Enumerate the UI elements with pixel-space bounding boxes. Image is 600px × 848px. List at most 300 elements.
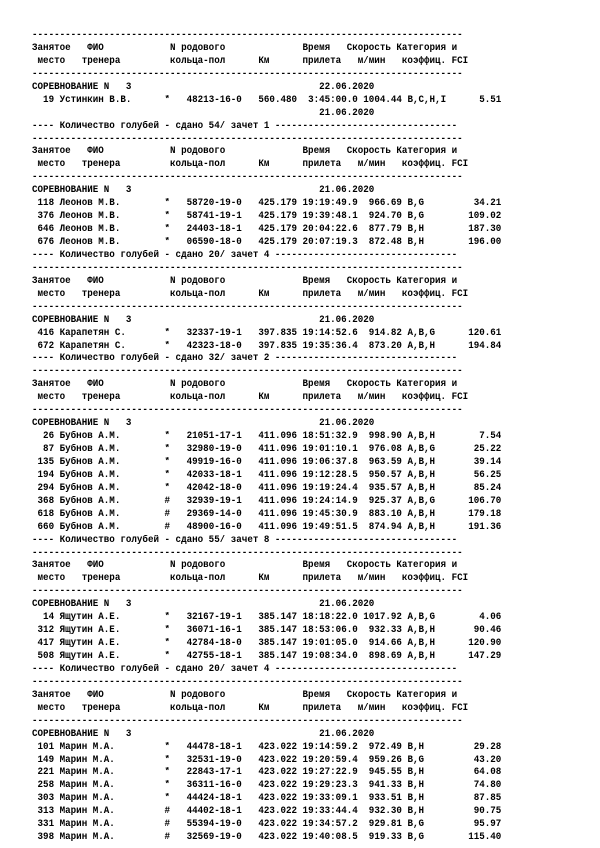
cell-speed: 998.90 (357, 431, 402, 443)
cell-km: 423.022 (241, 832, 298, 844)
cell-time: 19:19:49.9 (297, 198, 358, 210)
competition-title: СОРЕВНОВАНИЕ N 3 21.06.2020 (32, 314, 375, 326)
cell-mark: # (142, 508, 171, 520)
cell-coef: 194.84 (457, 340, 502, 352)
rule-line: ------------------------------------------------------------------------------ (32, 715, 463, 727)
cell-speed: 873.20 (357, 340, 402, 352)
cell-speed: 883.10 (357, 508, 402, 520)
cell-time: 19:01:10.1 (297, 444, 358, 455)
cell-name: Бубнов А.М. (59, 431, 143, 443)
cell-mark: * (142, 612, 171, 624)
competition-title: СОРЕВНОВАНИЕ N 3 21.06.2020 (32, 599, 375, 611)
table-row (32, 483, 529, 496)
cell-ring: 36311-16-0 (170, 780, 242, 792)
cell-coef: 90.75 (457, 806, 502, 818)
cell-place: 417 (32, 638, 60, 650)
cell-mark: * (142, 94, 171, 106)
cell-category: B,H (401, 767, 458, 779)
cell-mark: * (142, 482, 171, 494)
column-header: место тренера кольца-пол Км прилета м/мин коэффиц. FCI (32, 288, 469, 300)
cell-time: 19:40:08.5 (297, 832, 358, 844)
cell-ring: 29369-14-0 (170, 508, 242, 520)
cell-name: Ящутин А.Е. (59, 612, 143, 624)
results-document (32, 30, 529, 845)
competition-title: СОРЕВНОВАНИЕ N 3 21.06.2020 (32, 185, 375, 197)
cell-km: 423.022 (241, 754, 298, 766)
cell-speed: 932.33 (357, 625, 402, 637)
cell-place: 676 (32, 237, 60, 248)
cell-ring: 32980-19-0 (170, 444, 242, 455)
cell-mark: * (142, 198, 171, 210)
cell-speed: 933.51 (357, 793, 402, 805)
rule-line: ------------------------------------------------------------------------------ (32, 405, 463, 417)
table-row (32, 237, 529, 250)
cell-place: 135 (32, 456, 60, 468)
cell-speed: 1017.92 (357, 612, 402, 624)
cell-speed: 925.37 (357, 495, 402, 507)
cell-speed: 898.69 (357, 651, 402, 662)
summary-line: ---- Количество голубей - сдано 20/ зачет 4 --------------------------------- (32, 249, 458, 261)
table-row (32, 198, 529, 211)
cell-ring: 32167-19-1 (170, 612, 242, 624)
rule-line: ------------------------------------------------------------------------------ (32, 172, 463, 184)
cell-time: 19:35:36.4 (297, 340, 358, 352)
table-row (32, 793, 529, 806)
cell-coef: 56.25 (457, 469, 502, 481)
cell-time: 19:12:28.5 (297, 469, 358, 481)
cell-name: Марин М.А. (59, 793, 143, 805)
cell-km: 411.096 (241, 431, 298, 443)
cell-ring: 44424-18-1 (170, 793, 242, 805)
cell-coef: 64.08 (457, 767, 502, 779)
table-row (32, 431, 529, 444)
cell-mark: * (142, 638, 171, 650)
cell-speed: 919.33 (357, 832, 402, 844)
cell-km: 411.096 (241, 469, 298, 481)
cell-ring: 48213-16-0 (170, 94, 242, 106)
cell-category: B,G (401, 754, 458, 766)
column-header: место тренера кольца-пол Км прилета м/мин коэффиц. FCI (32, 159, 469, 171)
cell-place: 118 (32, 198, 60, 210)
cell-mark: * (142, 741, 171, 753)
cell-time: 3:45:00.0 (297, 94, 358, 106)
table-row (32, 638, 529, 651)
cell-category: B,H (401, 237, 458, 248)
cell-speed: 976.08 (357, 444, 402, 455)
cell-place: 149 (32, 754, 60, 766)
cell-km: 385.147 (241, 651, 298, 662)
rule-line: ------------------------------------------------------------------------------ (32, 676, 463, 688)
cell-speed: 935.57 (357, 482, 402, 494)
table-row (32, 496, 529, 509)
table-row (32, 522, 529, 535)
cell-time: 19:01:05.0 (297, 638, 358, 650)
cell-name: Бубнов А.М. (59, 521, 143, 533)
cell-category: A,B,G (401, 444, 458, 455)
cell-mark: * (142, 327, 171, 339)
table-row (32, 806, 529, 819)
rule-line: ------------------------------------------------------------------------------ (32, 366, 463, 378)
competition-title: СОРЕВНОВАНИЕ N 3 21.06.2020 (32, 418, 375, 430)
cell-place: 101 (32, 741, 60, 753)
cell-category: A,B,H (401, 651, 458, 662)
column-header: место тренера кольца-пол Км прилета м/мин коэффиц. FCI (32, 573, 469, 585)
cell-km: 425.179 (241, 211, 298, 223)
table-row (32, 651, 529, 664)
cell-km: 385.147 (241, 625, 298, 637)
cell-mark: # (142, 521, 171, 533)
cell-coef: 5.51 (457, 94, 502, 106)
cell-coef: 191.36 (457, 521, 502, 533)
cell-place: 508 (32, 651, 60, 662)
cell-ring: 32531-19-0 (170, 754, 242, 766)
cell-place: 19 (32, 94, 60, 106)
cell-coef: 25.22 (457, 444, 502, 455)
cell-coef: 95.97 (457, 819, 502, 831)
cell-category: A,B,H (401, 521, 458, 533)
cell-time: 20:04:22.6 (297, 224, 358, 236)
cell-category: A,B,H (401, 469, 458, 481)
cell-mark: * (142, 431, 171, 443)
cell-speed: 972.49 (357, 741, 402, 753)
cell-coef: 34.21 (457, 198, 502, 210)
cell-ring: 36071-16-1 (170, 625, 242, 637)
cell-speed: 929.81 (357, 819, 402, 831)
column-header: Занятое ФИО N родового Время Скорость Категория и (32, 560, 458, 572)
cell-coef: 187.30 (457, 224, 502, 236)
cell-category: A,B,G (401, 327, 458, 339)
cell-time: 19:06:37.8 (297, 456, 358, 468)
cell-coef: 90.46 (457, 625, 502, 637)
column-header: Занятое ФИО N родового Время Скорость Категория и (32, 146, 458, 158)
column-header: место тренера кольца-пол Км прилета м/мин коэффиц. FCI (32, 392, 469, 404)
cell-km: 425.179 (241, 224, 298, 236)
cell-km: 411.096 (241, 508, 298, 520)
cell-coef: 4.06 (457, 612, 502, 624)
cell-km: 560.480 (241, 94, 298, 106)
cell-coef: 7.54 (457, 431, 502, 443)
cell-place: 416 (32, 327, 60, 339)
cell-name: Бубнов А.М. (59, 444, 143, 455)
cell-speed: 877.79 (357, 224, 402, 236)
table-row (32, 612, 529, 625)
cell-ring: 21051-17-1 (170, 431, 242, 443)
cell-coef: 74.80 (457, 780, 502, 792)
cell-name: Марин М.А. (59, 832, 143, 844)
cell-coef: 29.28 (457, 741, 502, 753)
table-row (32, 832, 529, 845)
cell-category: B,C,H,I (401, 94, 458, 106)
cell-ring: 48900-16-0 (170, 521, 242, 533)
cell-time: 19:45:30.9 (297, 508, 358, 520)
summary-line: ---- Количество голубей - сдано 32/ зачет 2 --------------------------------- (32, 353, 458, 365)
cell-time: 18:51:32.9 (297, 431, 358, 443)
cell-km: 411.096 (241, 456, 298, 468)
cell-time: 19:29:23.3 (297, 780, 358, 792)
cell-name: Бубнов А.М. (59, 482, 143, 494)
cell-category: A,B,H (401, 638, 458, 650)
cell-place: 26 (32, 431, 60, 443)
cell-coef: 120.90 (457, 638, 502, 650)
cell-place: 672 (32, 340, 60, 352)
cell-mark: * (142, 754, 171, 766)
cell-coef: 85.24 (457, 482, 502, 494)
rule-line: ------------------------------------------------------------------------------ (32, 547, 463, 559)
cell-km: 397.835 (241, 327, 298, 339)
column-header: Занятое ФИО N родового Время Скорость Категория и (32, 689, 458, 701)
cell-name: Ящутин А.Е. (59, 651, 143, 662)
cell-ring: 58741-19-1 (170, 211, 242, 223)
cell-time: 19:33:09.1 (297, 793, 358, 805)
cell-name: Ящутин А.Е. (59, 638, 143, 650)
cell-speed: 950.57 (357, 469, 402, 481)
cell-time: 19:33:44.4 (297, 806, 358, 818)
cell-mark: * (142, 793, 171, 805)
cell-time: 19:20:59.4 (297, 754, 358, 766)
rule-line: ------------------------------------------------------------------------------ (32, 262, 463, 274)
table-row (32, 224, 529, 237)
cell-place: 618 (32, 508, 60, 520)
cell-time: 19:14:52.6 (297, 327, 358, 339)
cell-speed: 874.94 (357, 521, 402, 533)
column-header: Занятое ФИО N родового Время Скорость Категория и (32, 275, 458, 287)
cell-category: A,B,H (401, 431, 458, 443)
cell-speed: 1004.44 (357, 94, 402, 106)
table-row (32, 767, 529, 780)
cell-name: Карапетян С. (59, 327, 143, 339)
cell-km: 397.835 (241, 340, 298, 352)
cell-mark: * (142, 340, 171, 352)
table-row (32, 211, 529, 224)
table-row (32, 509, 529, 522)
table-row (32, 819, 529, 832)
cell-mark: * (142, 224, 171, 236)
cell-category: A,B,G (401, 612, 458, 624)
cell-speed: 914.82 (357, 327, 402, 339)
cell-name: Марин М.А. (59, 754, 143, 766)
cell-mark: * (142, 780, 171, 792)
cell-category: A,B,H (401, 340, 458, 352)
column-header: место тренера кольца-пол Км прилета м/мин коэффиц. FCI (32, 702, 469, 714)
cell-ring: 42784-18-0 (170, 638, 242, 650)
table-row (32, 444, 529, 457)
cell-name: Ящутин А.Е. (59, 625, 143, 637)
cell-ring: 32337-19-1 (170, 327, 242, 339)
summary-line: ---- Количество голубей - сдано 54/ зачет 1 --------------------------------- (32, 120, 458, 132)
cell-category: A,B,H (401, 625, 458, 637)
cell-ring: 55394-19-0 (170, 819, 242, 831)
cell-mark: # (142, 806, 171, 818)
cell-time: 20:07:19.3 (297, 237, 358, 248)
cell-mark: * (142, 651, 171, 662)
cell-place: 398 (32, 832, 60, 844)
cell-speed: 924.70 (357, 211, 402, 223)
cell-name: Марин М.А. (59, 767, 143, 779)
cell-coef: 109.02 (457, 211, 502, 223)
cell-ring: 42042-18-0 (170, 482, 242, 494)
cell-coef: 179.18 (457, 508, 502, 520)
cell-mark: * (142, 444, 171, 455)
cell-name: Леонов М.В. (59, 198, 143, 210)
cell-name: Бубнов А.М. (59, 469, 143, 481)
cell-km: 411.096 (241, 444, 298, 455)
competition-title: СОРЕВНОВАНИЕ N 3 22.06.2020 (32, 81, 375, 93)
cell-place: 376 (32, 211, 60, 223)
table-row (32, 755, 529, 768)
cell-km: 411.096 (241, 495, 298, 507)
cell-coef: 196.00 (457, 237, 502, 248)
cell-place: 221 (32, 767, 60, 779)
cell-coef: 147.29 (457, 651, 502, 662)
cell-place: 258 (32, 780, 60, 792)
cell-ring: 24403-18-1 (170, 224, 242, 236)
cell-km: 425.179 (241, 198, 298, 210)
cell-place: 660 (32, 521, 60, 533)
cell-category: B,H (401, 741, 458, 753)
column-header: Занятое ФИО N родового Время Скорость Категория и (32, 379, 458, 391)
table-row (32, 780, 529, 793)
cell-speed: 966.69 (357, 198, 402, 210)
table-row (32, 742, 529, 755)
table-row (32, 95, 529, 108)
cell-category: A,B,H (401, 508, 458, 520)
summary-line: ---- Количество голубей - сдано 20/ зачет 4 --------------------------------- (32, 663, 458, 675)
cell-mark: # (142, 495, 171, 507)
cell-name: Марин М.А. (59, 806, 143, 818)
cell-mark: * (142, 767, 171, 779)
rule-line: ------------------------------------------------------------------------------ (32, 586, 463, 598)
cell-category: B,G (401, 819, 458, 831)
cell-ring: 49919-16-0 (170, 456, 242, 468)
table-row (32, 328, 529, 341)
cell-ring: 44402-18-1 (170, 806, 242, 818)
cell-name: Карапетян С. (59, 340, 143, 352)
cell-km: 423.022 (241, 806, 298, 818)
cell-km: 423.022 (241, 780, 298, 792)
cell-km: 423.022 (241, 793, 298, 805)
cell-place: 368 (32, 495, 60, 507)
cell-coef: 39.14 (457, 456, 502, 468)
rule-line: ------------------------------------------------------------------------------ (32, 301, 463, 313)
cell-mark: # (142, 832, 171, 844)
cell-category: B,H (401, 780, 458, 792)
cell-place: 313 (32, 806, 60, 818)
cell-km: 411.096 (241, 521, 298, 533)
cell-place: 14 (32, 612, 60, 624)
cell-category: B,H (401, 806, 458, 818)
cell-speed: 959.26 (357, 754, 402, 766)
cell-name: Леонов М.В. (59, 211, 143, 223)
cell-speed: 963.59 (357, 456, 402, 468)
cell-time: 19:08:34.0 (297, 651, 358, 662)
cell-ring: 44478-18-1 (170, 741, 242, 753)
cell-ring: 32939-19-1 (170, 495, 242, 507)
rule-line: ------------------------------------------------------------------------------ (32, 30, 463, 41)
cell-speed: 914.66 (357, 638, 402, 650)
cell-coef: 106.70 (457, 495, 502, 507)
cell-name: Бубнов А.М. (59, 495, 143, 507)
cell-km: 411.096 (241, 482, 298, 494)
cell-speed: 872.48 (357, 237, 402, 248)
cell-time: 19:39:48.1 (297, 211, 358, 223)
competition-title: СОРЕВНОВАНИЕ N 3 21.06.2020 (32, 728, 375, 740)
cell-category: B,G (401, 198, 458, 210)
cell-category: B,G (401, 211, 458, 223)
cell-time: 19:49:51.5 (297, 521, 358, 533)
cell-time: 19:27:22.9 (297, 767, 358, 779)
cell-speed: 941.33 (357, 780, 402, 792)
cell-mark: * (142, 469, 171, 481)
cell-category: A,B,G (401, 495, 458, 507)
cell-km: 385.147 (241, 612, 298, 624)
cell-coef: 87.85 (457, 793, 502, 805)
rule-line: ------------------------------------------------------------------------------ (32, 133, 463, 145)
cell-name: Леонов М.В. (59, 224, 143, 236)
cell-place: 303 (32, 793, 60, 805)
cell-km: 423.022 (241, 819, 298, 831)
column-header: место тренера кольца-пол Км прилета м/мин коэффиц. FCI (32, 55, 469, 67)
cell-place: 312 (32, 625, 60, 637)
cell-mark: * (142, 211, 171, 223)
cell-name: Марин М.А. (59, 819, 143, 831)
cell-place: 294 (32, 482, 60, 494)
cell-speed: 945.55 (357, 767, 402, 779)
table-row (32, 341, 529, 354)
cell-km: 423.022 (241, 767, 298, 779)
cell-time: 19:24:14.9 (297, 495, 358, 507)
cell-ring: 42033-18-1 (170, 469, 242, 481)
cell-place: 331 (32, 819, 60, 831)
cell-name: Марин М.А. (59, 780, 143, 792)
cell-category: B,H (401, 793, 458, 805)
cell-time: 19:14:59.2 (297, 741, 358, 753)
cell-ring: 42755-18-1 (170, 651, 242, 662)
cell-category: A,B,H (401, 482, 458, 494)
summary-line: ---- Количество голубей - сдано 55/ зачет 8 --------------------------------- (32, 534, 458, 546)
cell-category: B,H (401, 224, 458, 236)
cell-coef: 43.20 (457, 754, 502, 766)
cell-ring: 42323-18-0 (170, 340, 242, 352)
cell-name: Бубнов А.М. (59, 508, 143, 520)
cell-km: 385.147 (241, 638, 298, 650)
cell-coef: 115.40 (457, 832, 502, 844)
table-row (32, 457, 529, 470)
cell-mark: * (142, 237, 171, 248)
rule-line: ------------------------------------------------------------------------------ (32, 68, 463, 80)
cell-place: 87 (32, 444, 60, 455)
cell-time: 18:18:22.0 (297, 612, 358, 624)
cell-speed: 932.30 (357, 806, 402, 818)
cell-name: Марин М.А. (59, 741, 143, 753)
cell-place: 194 (32, 469, 60, 481)
cell-mark: * (142, 456, 171, 468)
cell-mark: # (142, 819, 171, 831)
table-row (32, 470, 529, 483)
cell-time: 19:34:57.2 (297, 819, 358, 831)
cell-name: Устинкин В.В. (59, 94, 143, 106)
cell-km: 423.022 (241, 741, 298, 753)
cell-category: A,B,H (401, 456, 458, 468)
cell-time: 19:19:24.4 (297, 482, 358, 494)
table-row (32, 625, 529, 638)
cell-coef: 120.61 (457, 327, 502, 339)
cell-place: 646 (32, 224, 60, 236)
cell-name: Леонов М.В. (59, 237, 143, 248)
column-header: Занятое ФИО N родового Время Скорость Категория и (32, 42, 458, 54)
cell-category: B,G (401, 832, 458, 844)
cell-name: Бубнов А.М. (59, 456, 143, 468)
cell-ring: 58720-19-0 (170, 198, 242, 210)
